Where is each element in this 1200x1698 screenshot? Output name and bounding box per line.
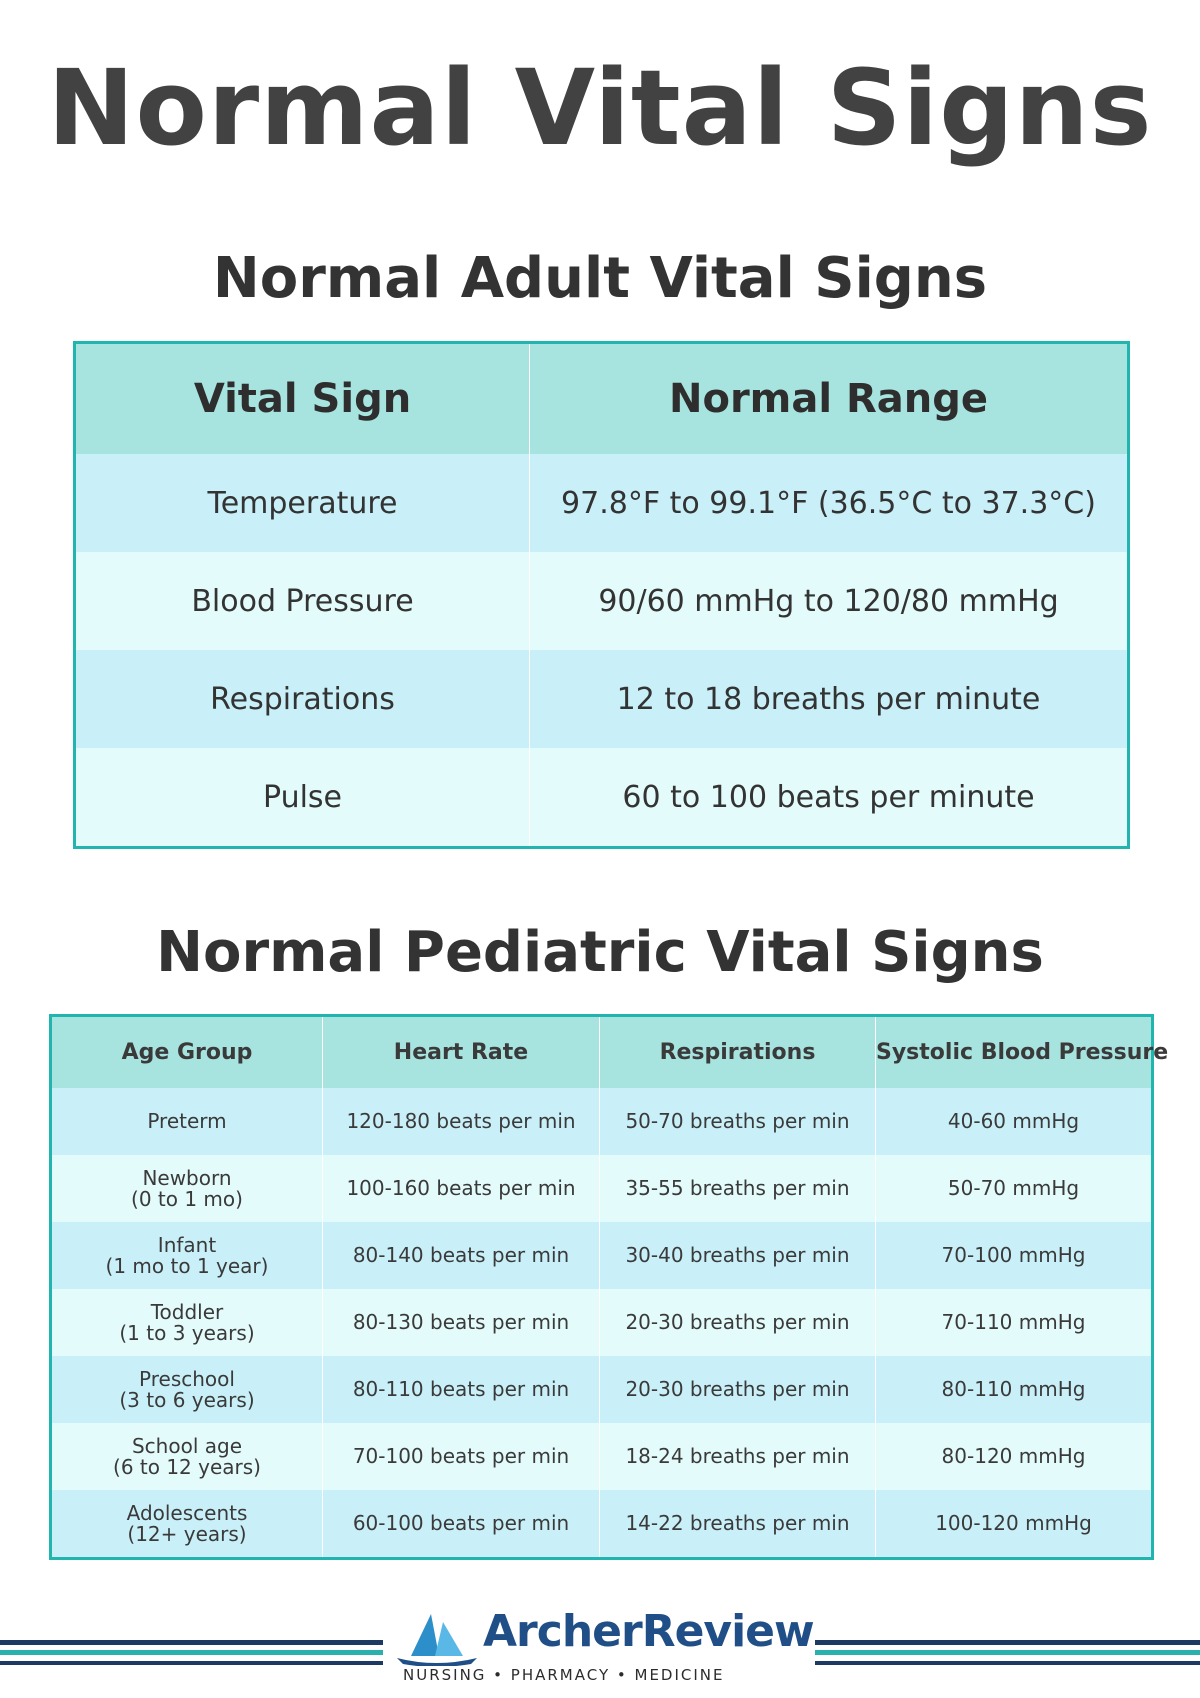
column-header-respirations: Respirations xyxy=(600,1016,876,1089)
age-group-name: Newborn xyxy=(142,1165,232,1190)
table-row xyxy=(51,1289,1153,1356)
sailboat-icon xyxy=(391,1608,481,1666)
systolic-bp-cell: 80-110 mmHg xyxy=(876,1356,1153,1423)
age-group-name: Infant xyxy=(157,1232,217,1257)
age-group-name: Toddler xyxy=(150,1299,224,1324)
table-row xyxy=(51,1423,1153,1490)
respirations-cell: 20-30 breaths per min xyxy=(600,1289,876,1356)
age-group-cell xyxy=(51,1088,323,1155)
age-group-cell xyxy=(51,1423,323,1490)
age-group-cell xyxy=(51,1222,323,1289)
table-row xyxy=(51,1356,1153,1423)
normal-range-cell: 90/60 mmHg to 120/80 mmHg xyxy=(530,552,1129,650)
systolic-bp-cell: 50-70 mmHg xyxy=(876,1155,1153,1222)
age-group-name: Preterm xyxy=(147,1109,227,1133)
age-group-name: Adolescents xyxy=(126,1500,248,1525)
age-group-range: (6 to 12 years) xyxy=(113,1454,261,1479)
column-header-normal-range: Normal Range xyxy=(530,343,1129,455)
respirations-cell: 50-70 breaths per min xyxy=(600,1088,876,1155)
adult-section-title: Normal Adult Vital Signs xyxy=(212,246,988,311)
respirations-cell: 30-40 breaths per min xyxy=(600,1222,876,1289)
normal-range-cell: 97.8°F to 99.1°F (36.5°C to 37.3°C) xyxy=(530,454,1129,552)
table-header-row xyxy=(51,1016,1153,1089)
age-group-range: (1 to 3 years) xyxy=(119,1320,255,1345)
heart-rate-cell: 80-110 beats per min xyxy=(323,1356,600,1423)
age-group-range: (1 mo to 1 year) xyxy=(105,1253,269,1278)
systolic-bp-cell: 80-120 mmHg xyxy=(876,1423,1153,1490)
archer-review-logo xyxy=(383,1604,815,1690)
heart-rate-cell: 70-100 beats per min xyxy=(323,1423,600,1490)
heart-rate-cell: 120-180 beats per min xyxy=(323,1088,600,1155)
table-header-row xyxy=(75,343,1129,455)
age-group-cell xyxy=(51,1490,323,1559)
systolic-bp-cell: 100-120 mmHg xyxy=(876,1490,1153,1559)
pediatric-section-title: Normal Pediatric Vital Signs xyxy=(156,920,1044,985)
systolic-bp-cell: 70-110 mmHg xyxy=(876,1289,1153,1356)
column-header-age-group: Age Group xyxy=(51,1016,323,1089)
logo-text: ArcherReview xyxy=(483,1606,814,1657)
age-group-range: (3 to 6 years) xyxy=(119,1387,255,1412)
respirations-cell: 20-30 breaths per min xyxy=(600,1356,876,1423)
age-group-name: Preschool xyxy=(139,1366,235,1391)
respirations-cell: 14-22 breaths per min xyxy=(600,1490,876,1559)
vital-sign-cell: Temperature xyxy=(75,454,530,552)
age-group-cell xyxy=(51,1155,323,1222)
pediatric-vitals-table xyxy=(49,1014,1169,1560)
heart-rate-cell: 80-130 beats per min xyxy=(323,1289,600,1356)
table-row xyxy=(51,1222,1153,1289)
column-header-systolic-bp: Systolic Blood Pressure xyxy=(876,1016,1153,1089)
age-group-range: (0 to 1 mo) xyxy=(131,1186,243,1211)
systolic-bp-cell: 70-100 mmHg xyxy=(876,1222,1153,1289)
normal-range-cell: 60 to 100 beats per minute xyxy=(530,748,1129,848)
heart-rate-cell: 100-160 beats per min xyxy=(323,1155,600,1222)
age-group-cell xyxy=(51,1289,323,1356)
table-row xyxy=(51,1490,1153,1559)
age-group-cell xyxy=(51,1356,323,1423)
heart-rate-cell: 80-140 beats per min xyxy=(323,1222,600,1289)
table-row xyxy=(75,748,1129,848)
adult-vitals-table xyxy=(73,341,1130,849)
respirations-cell: 35-55 breaths per min xyxy=(600,1155,876,1222)
age-group-range: (12+ years) xyxy=(127,1521,247,1546)
table-row xyxy=(51,1155,1153,1222)
systolic-bp-cell: 40-60 mmHg xyxy=(876,1088,1153,1155)
respirations-cell: 18-24 breaths per min xyxy=(600,1423,876,1490)
column-header-heart-rate: Heart Rate xyxy=(323,1016,600,1089)
vital-sign-cell: Blood Pressure xyxy=(75,552,530,650)
vital-sign-cell: Pulse xyxy=(75,748,530,848)
heart-rate-cell: 60-100 beats per min xyxy=(323,1490,600,1559)
column-header-vital-sign: Vital Sign xyxy=(75,343,530,455)
table-row xyxy=(51,1088,1153,1155)
table-row xyxy=(75,552,1129,650)
page-title: Normal Vital Signs xyxy=(47,47,1153,169)
vital-sign-cell: Respirations xyxy=(75,650,530,748)
normal-range-cell: 12 to 18 breaths per minute xyxy=(530,650,1129,748)
table-row xyxy=(75,454,1129,552)
table-row xyxy=(75,650,1129,748)
age-group-name: School age xyxy=(131,1433,242,1458)
logo-tagline: NURSING • PHARMACY • MEDICINE xyxy=(403,1666,725,1684)
